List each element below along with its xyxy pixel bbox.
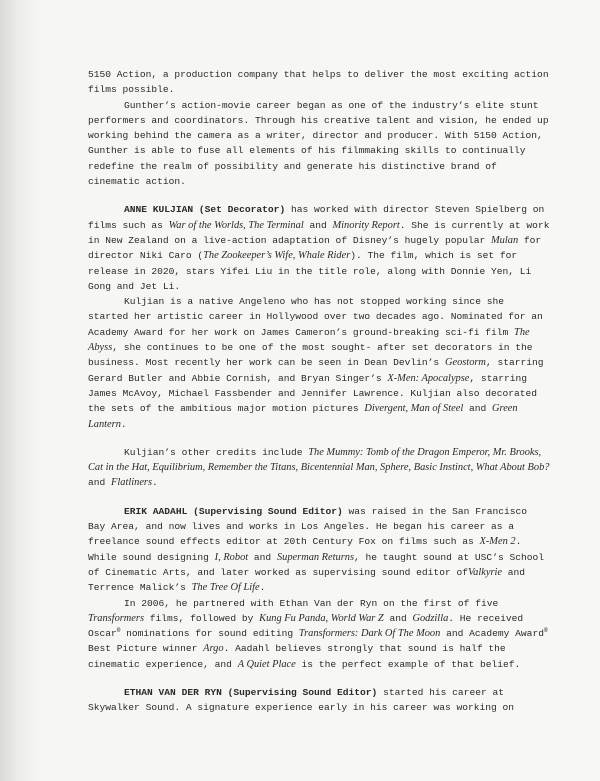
text-run: Transformers: [88, 612, 145, 624]
paragraph-kuljian-intro: [88, 202, 550, 294]
text-run: Minority Report: [332, 219, 400, 231]
text-run: Valkyrie: [467, 566, 503, 578]
text-run: Godzilla: [412, 612, 449, 624]
paragraph-aadahl-intro: [88, 504, 550, 596]
text-run: ERIK AADAHL (Supervising Sound Editor): [124, 505, 343, 517]
text-run: . Aadahl believes strongly that sound is half the cinematic experience, and: [88, 643, 506, 670]
text-run: X-Men 2: [479, 536, 516, 548]
paragraph-gunther-career: [88, 98, 550, 190]
text-run: for director Niki Caro (: [88, 234, 542, 262]
text-run: .: [152, 477, 158, 489]
text-run: ®: [116, 627, 121, 635]
text-run: and: [248, 551, 277, 563]
text-run: and: [88, 477, 112, 489]
text-run: Green Lantern: [88, 403, 518, 430]
text-run: Kung Fu Panda, World War Z: [259, 612, 384, 624]
text-run: . She is currently at work in New Zealand on a live-action adaptation of Disney’s hugely popular: [88, 219, 550, 246]
text-run: . He received Oscar: [88, 612, 524, 640]
text-run: , he taught sound at USC’s School of Cinematic Arts, and later worked as supervising sound editor of: [88, 551, 545, 578]
text-run: 5150 Action, a production company that helps to deliver the most exciting action films possible.: [88, 69, 549, 96]
text-run: Argo: [203, 643, 224, 655]
text-run: started his career at Skywalker Sound. A signature experience early in his career was working on: [88, 686, 515, 714]
text-run: In 2006, he partnered with Ethan Van der Ryn on the first of five: [124, 597, 499, 609]
paragraph-kuljian-credits: [88, 445, 550, 491]
text-run: nominations for sound editing: [120, 628, 299, 640]
text-run: , she continues to be one of the most sought- after set decorators in the business. Most recently her work can be seen in Dean Devlin’s: [88, 342, 533, 369]
text-run: X-Men: Apocalypse: [387, 372, 470, 384]
text-run: and: [463, 403, 493, 415]
text-run: Kuljian’s other credits include: [124, 446, 309, 458]
text-run: and: [303, 219, 333, 231]
text-run: ANNE KULJIAN (Set Decorator): [124, 204, 286, 216]
text-run: Gunther’s action-movie career began as one of the industry’s elite stunt performers and coordinators. Through his creative talent and vision, he ended up working behind the camera as a writer, director and producer. With 5150 Action, Gunther is able to fuse all elements of his filmmaking skills to continually redefine the realm of possibility and generate his distinctive brand of cinematic action.: [88, 99, 549, 188]
text-run: The Mummy: Tomb of the Dragon Emperor, Mr. Brooks, Cat in the Hat, Equilibrium, Remember the Titans, Bicentennial Man, Sphere, Basic Instinct, What About Bob?: [88, 446, 550, 474]
text-run: Mulan: [491, 234, 519, 246]
text-run: , starring James McAvoy, Michael Fassbender and Jennifer Lawrence. Kuljian also decorated the sets of the ambitious major motion pictures: [88, 372, 538, 415]
text-run: , starring Gerard Butler and Abbie Cornish, and Bryan Singer’s: [88, 357, 544, 384]
text-run: ®: [543, 627, 548, 635]
document-body: [88, 67, 550, 716]
text-run: The Tree Of Life: [191, 582, 260, 594]
text-run: Kuljian is a native Angeleno who has not stopped working since she started her artistic career in Hollywood over two decades ago. Nominated for an Academy Award for her work on James Cameron’s ground-breaking sci-fi film: [88, 296, 543, 338]
text-run: and Terrence Malick’s: [88, 566, 526, 594]
text-run: and Academy Award: [440, 628, 544, 640]
paragraph-aadahl-career: [88, 596, 550, 672]
text-run: Transformers: Dark Of The Moon: [298, 628, 441, 640]
text-run: The Zookeeper’s Wife, Whale Rider: [203, 250, 351, 262]
text-run: Geostorm: [444, 357, 486, 369]
text-run: .: [259, 582, 266, 594]
paragraph-van-der-ryn-intro: [88, 685, 550, 716]
text-run: Divergent, Man of Steel: [364, 403, 464, 415]
text-run: . While sound designing: [88, 536, 522, 563]
text-run: I, Robot: [214, 551, 249, 563]
text-run: The Abyss: [88, 326, 530, 354]
paragraph-5150-action: [88, 67, 550, 98]
text-run: Best Picture winner: [88, 643, 204, 655]
text-run: War of the Worlds, The Terminal: [168, 219, 304, 231]
text-run: was raised in the San Francisco Bay Area, and now lives and works in Los Angeles. He began his career as a freelance sound effects editor at 20th Century Fox on films such as: [88, 505, 528, 548]
text-run: has worked with director Steven Spielberg on films such as: [88, 204, 545, 231]
text-run: .: [120, 418, 127, 430]
text-run: is the perfect example of that belief.: [295, 658, 521, 670]
text-run: films, followed by: [144, 612, 260, 624]
text-run: ETHAN VAN DER RYN (Supervising Sound Editor): [124, 686, 378, 698]
text-run: A Quiet Place: [237, 658, 296, 670]
text-run: Superman Returns: [276, 551, 355, 563]
text-run: Flatliners: [111, 477, 153, 489]
paragraph-kuljian-career: [88, 294, 550, 432]
text-run: ). The film, which is set for release in 2020, stars Yifei Liu in the title role, along with Donnie Yen, Li Gong and Jet Li.: [88, 250, 532, 292]
text-run: and: [383, 612, 413, 624]
